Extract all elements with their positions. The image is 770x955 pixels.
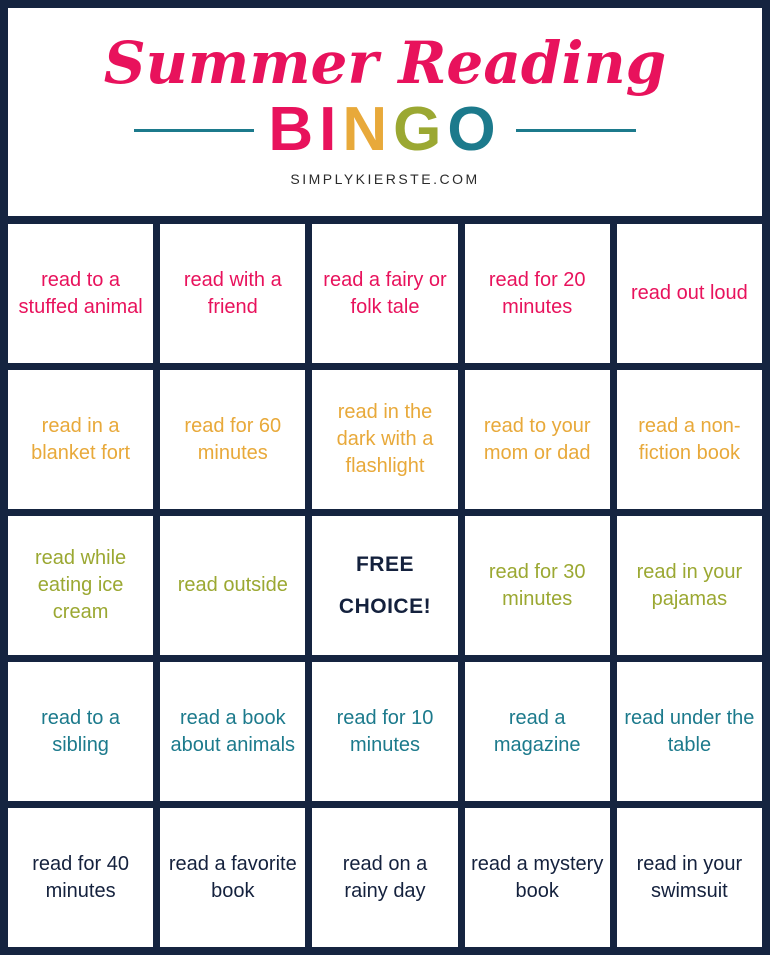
bingo-cell-label: read on a rainy day <box>342 852 428 902</box>
bingo-cell-label: read in the dark with a flashlight <box>336 401 434 477</box>
bingo-letter-g-3: G <box>393 95 448 165</box>
bingo-cell-label: read in your swimsuit <box>636 852 743 902</box>
bingo-grid <box>8 224 762 947</box>
bingo-title-row <box>8 95 762 165</box>
bingo-cell-label: read for 30 minutes <box>488 560 586 610</box>
bingo-cell-r1-c2[interactable] <box>312 370 457 509</box>
bingo-cell-r0-c3[interactable] <box>465 224 610 363</box>
bingo-cell-label: read to a sibling <box>41 706 121 756</box>
bingo-cell-label: read a fairy or folk tale <box>323 268 447 318</box>
free-label <box>339 544 431 628</box>
page-title: Summer Reading <box>103 28 667 97</box>
bingo-cell-r4-c4[interactable] <box>617 808 762 947</box>
bingo-cell-label: read a non-fiction book <box>638 414 741 464</box>
bingo-cell-r2-c3[interactable] <box>465 516 610 655</box>
bingo-cell-label: read out loud <box>631 282 748 304</box>
bingo-cell-r3-c0[interactable] <box>8 662 153 801</box>
bingo-cell-r1-c0[interactable] <box>8 370 153 509</box>
bingo-cell-r2-c4[interactable] <box>617 516 762 655</box>
bingo-cell-label: read a favorite book <box>168 852 297 902</box>
bingo-cell-label: read in a blanket fort <box>31 414 131 464</box>
bingo-cell-label: read in your pajamas <box>636 560 743 610</box>
bingo-cell-label: read a mystery book <box>471 852 604 902</box>
bingo-cell-r0-c0[interactable] <box>8 224 153 363</box>
divider-right <box>516 129 636 132</box>
bingo-cell-label: read to your mom or dad <box>483 414 591 464</box>
bingo-cell-label: read with a friend <box>183 268 282 318</box>
bingo-cell-r4-c1[interactable] <box>160 808 305 947</box>
bingo-cell-label: read outside <box>177 574 288 596</box>
bingo-cell-r4-c3[interactable] <box>465 808 610 947</box>
bingo-cell-label: read to a stuffed animal <box>18 268 143 318</box>
bingo-cell-label: read a magazine <box>493 706 581 756</box>
bingo-cell-label: read under the table <box>624 706 755 756</box>
bingo-cell-r0-c2[interactable] <box>312 224 457 363</box>
bingo-cell-r4-c2[interactable] <box>312 808 457 947</box>
bingo-cell-r2-c1[interactable] <box>160 516 305 655</box>
bingo-cell-free[interactable] <box>312 516 457 655</box>
bingo-cell-label: read while eating ice cream <box>35 547 127 623</box>
bingo-cell-label: read a book about animals <box>170 706 296 756</box>
bingo-cell-r0-c1[interactable] <box>160 224 305 363</box>
free-label-line1: FREE <box>355 552 414 576</box>
bingo-cell-r3-c2[interactable] <box>312 662 457 801</box>
bingo-letter-o-4: O <box>447 95 502 165</box>
bingo-cell-label: read for 20 minutes <box>488 268 586 318</box>
bingo-word <box>268 95 502 165</box>
bingo-cell-r1-c4[interactable] <box>617 370 762 509</box>
free-label-line2: CHOICE! <box>338 594 432 618</box>
header-panel <box>8 8 762 216</box>
bingo-cell-r3-c1[interactable] <box>160 662 305 801</box>
bingo-letter-n-2: N <box>342 95 394 165</box>
bingo-cell-r2-c0[interactable] <box>8 516 153 655</box>
bingo-cell-r1-c1[interactable] <box>160 370 305 509</box>
bingo-letter-i-1: I <box>319 95 343 165</box>
bingo-cell-r1-c3[interactable] <box>465 370 610 509</box>
bingo-cell-r4-c0[interactable] <box>8 808 153 947</box>
bingo-cell-r3-c4[interactable] <box>617 662 762 801</box>
bingo-letter-b-0: B <box>268 95 320 165</box>
site-credit: SIMPLYKIERSTE.COM <box>290 171 480 188</box>
divider-left <box>134 129 254 132</box>
bingo-cell-label: read for 60 minutes <box>184 414 282 464</box>
bingo-cell-r0-c4[interactable] <box>617 224 762 363</box>
bingo-cell-label: read for 40 minutes <box>32 852 129 902</box>
bingo-cell-r3-c3[interactable] <box>465 662 610 801</box>
bingo-cell-label: read for 10 minutes <box>336 706 434 756</box>
